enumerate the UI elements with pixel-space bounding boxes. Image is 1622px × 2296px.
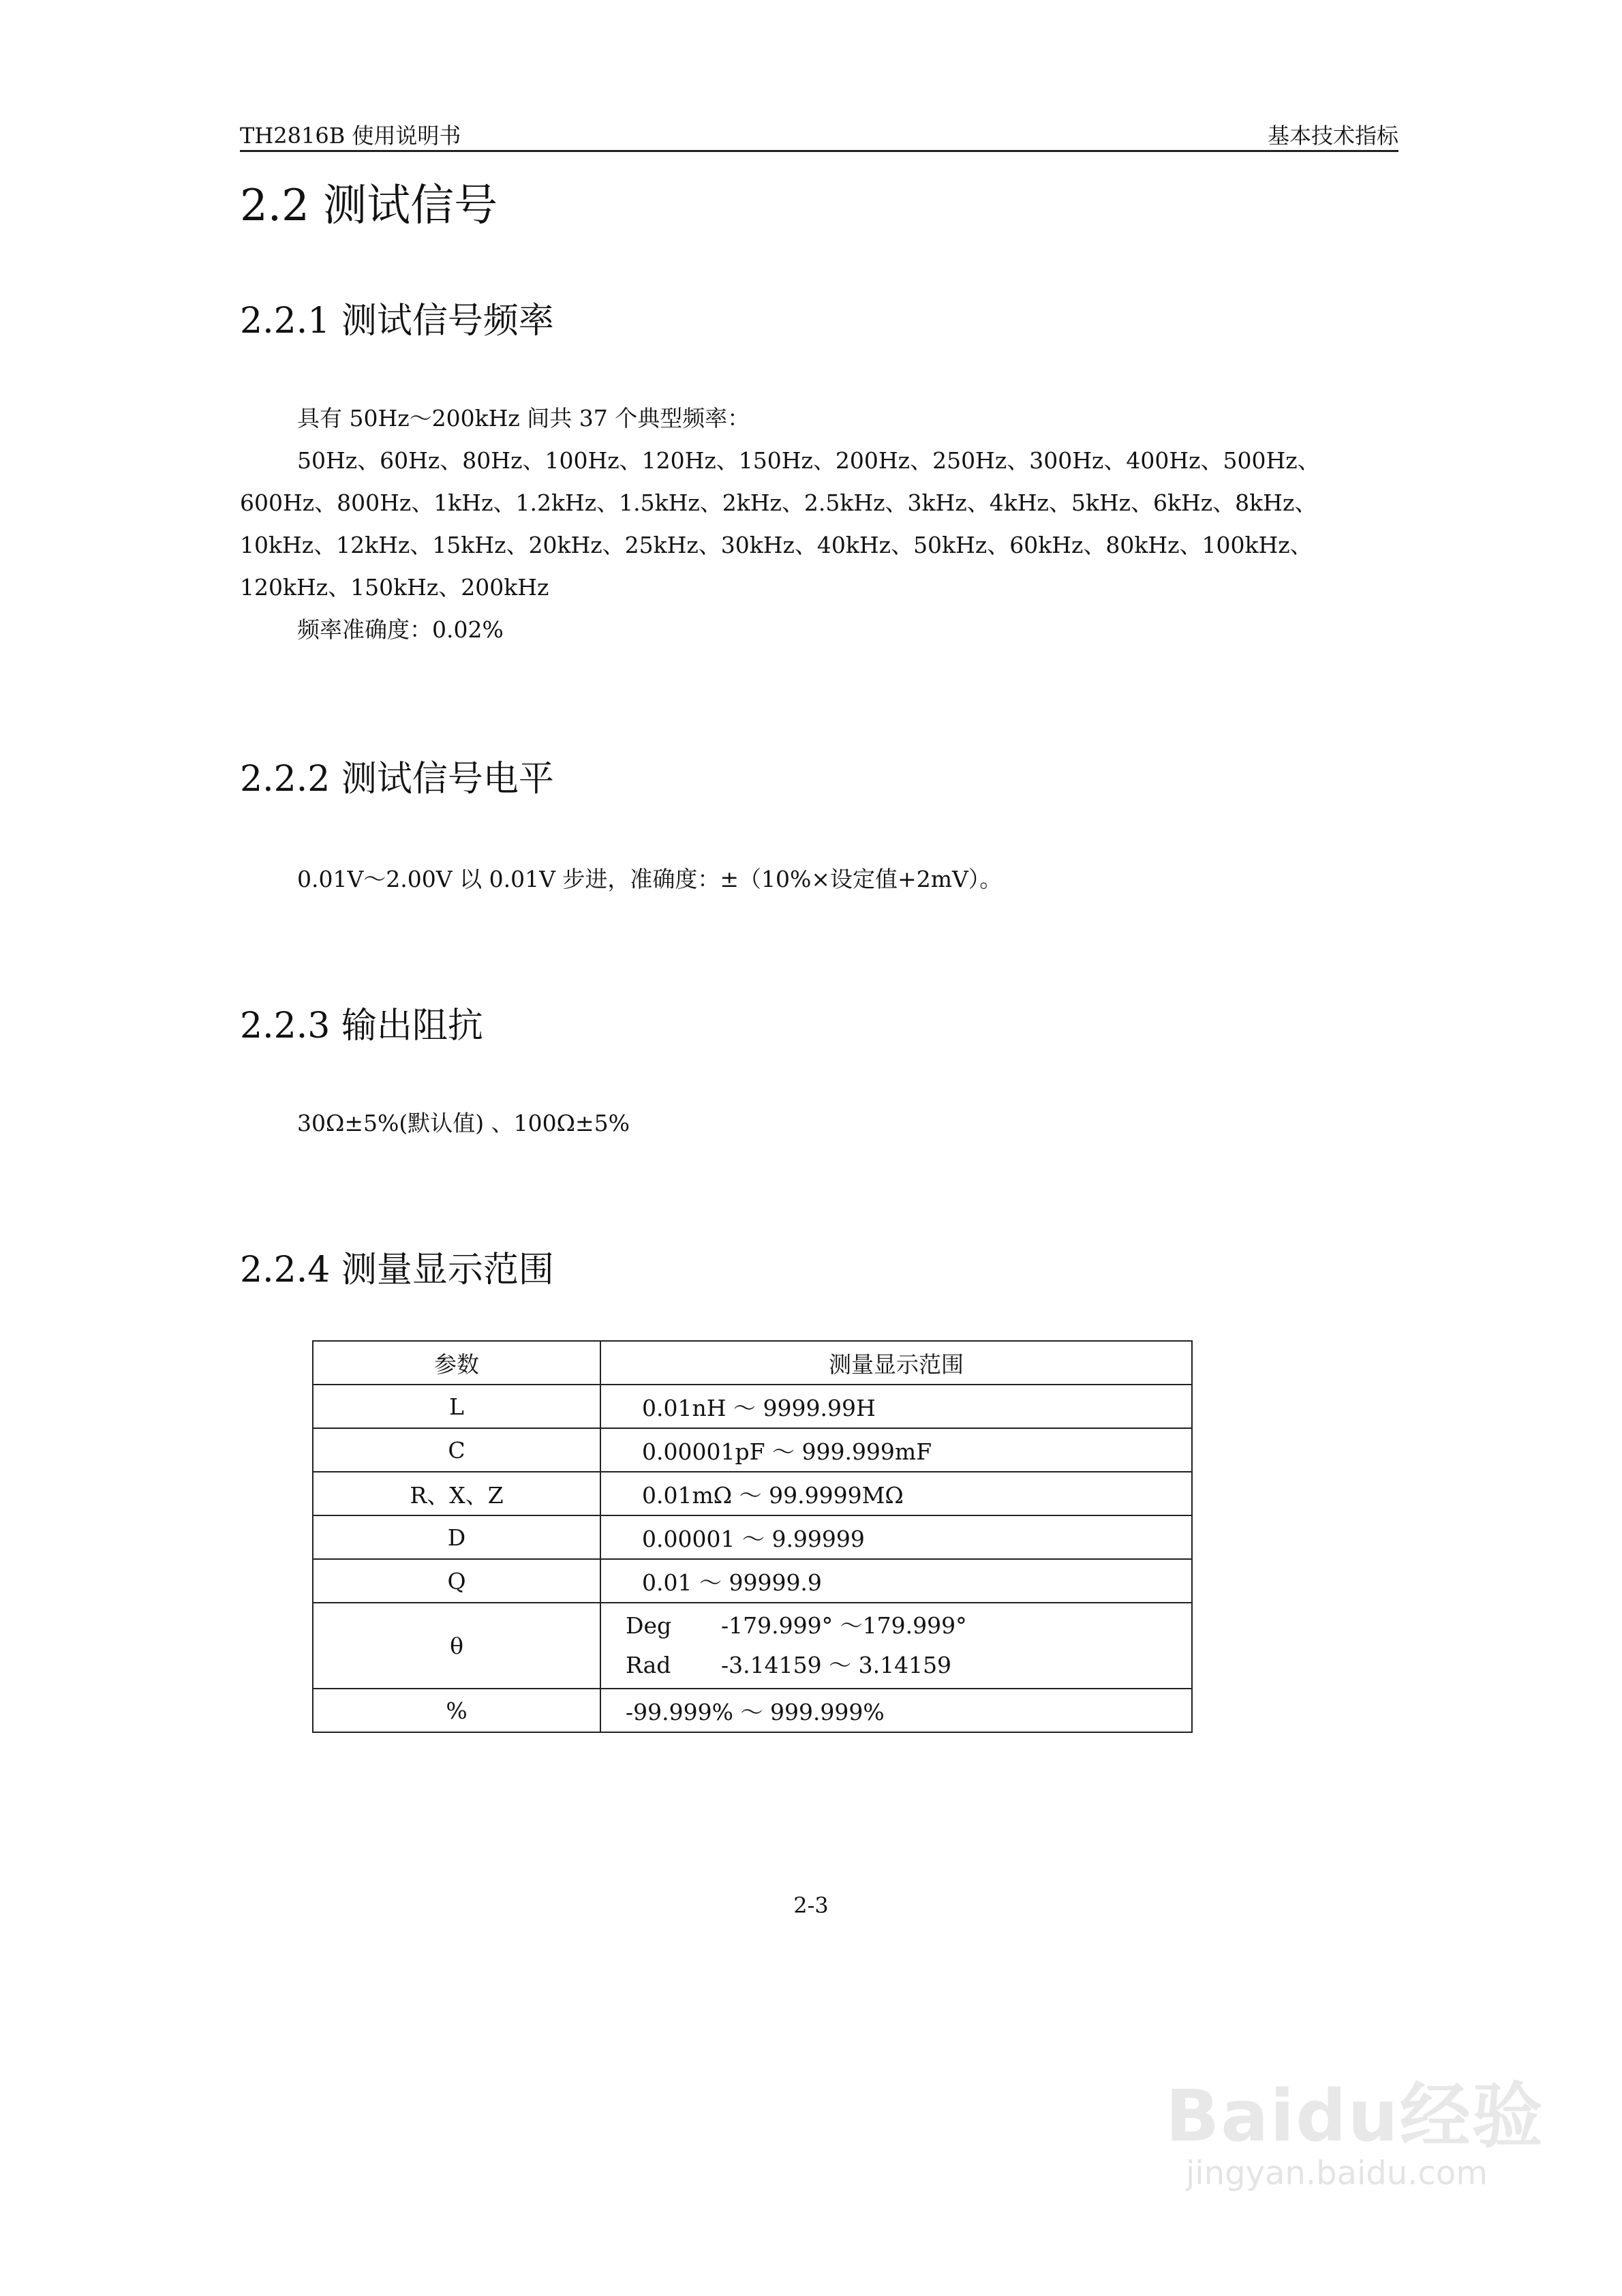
theta-deg-label: Deg: [626, 1612, 672, 1639]
header-manual-title: TH2816B 使用说明书: [240, 123, 461, 149]
param-cell: R、X、Z: [313, 1472, 600, 1515]
range-cell: 0.00001pF ～ 999.999mF: [600, 1428, 1192, 1472]
display-range-table: [312, 1340, 1193, 1733]
param-cell: θ: [313, 1603, 600, 1689]
theta-deg-range: -179.999° ～179.999°: [721, 1612, 967, 1639]
range-cell: 0.01nH ～ 9999.99H: [600, 1385, 1192, 1428]
watermark-url: jingyan.baidu.com: [1186, 2154, 1488, 2192]
theta-rad-line: [626, 1646, 1182, 1685]
table-header-row: [313, 1341, 1192, 1385]
table-row-theta: [313, 1603, 1192, 1689]
table-row: [313, 1559, 1192, 1603]
range-cell: 0.00001 ～ 9.99999: [600, 1515, 1192, 1559]
param-cell: %: [313, 1689, 600, 1732]
frequency-list-line4: 120kHz、150kHz、200kHz: [240, 574, 549, 601]
subsection-title-impedance: 2.2.3 输出阻抗: [240, 1006, 483, 1046]
subsection-title-frequency: 2.2.1 测试信号频率: [240, 301, 554, 342]
theta-rad-range: -3.14159 ～ 3.14159: [721, 1652, 952, 1678]
impedance-text: 30Ω±5%(默认值) 、100Ω±5%: [297, 1110, 630, 1136]
frequency-intro: 具有 50Hz～200kHz 间共 37 个典型频率：: [297, 405, 750, 432]
param-cell: Q: [313, 1559, 600, 1603]
table-row: [313, 1689, 1192, 1732]
param-cell: D: [313, 1515, 600, 1559]
param-cell: L: [313, 1385, 600, 1428]
subsection-title-level: 2.2.2 测试信号电平: [240, 759, 554, 800]
range-cell: -99.999% ～ 999.999%: [600, 1689, 1192, 1732]
range-cell: [600, 1603, 1192, 1689]
subsection-title-display-range: 2.2.4 测量显示范围: [240, 1250, 554, 1290]
baidu-watermark: [1145, 2031, 1554, 2209]
watermark-logo: Baidu经验: [1165, 2074, 1544, 2158]
header-chapter-title: 基本技术指标: [1267, 123, 1398, 149]
range-cell: 0.01 ～ 99999.9: [600, 1559, 1192, 1603]
theta-deg-line: [626, 1606, 1182, 1646]
theta-rad-label: Rad: [626, 1652, 671, 1678]
param-cell: C: [313, 1428, 600, 1472]
level-text: 0.01V～2.00V 以 0.01V 步进，准确度：±（10%×设定值+2mV）。: [297, 866, 1003, 892]
table-row: [313, 1385, 1192, 1428]
table-row: [313, 1428, 1192, 1472]
page-header: [240, 115, 1398, 152]
frequency-list-line2: 600Hz、800Hz、1kHz、1.2kHz、1.5kHz、2kHz、2.5kHz、3kHz、4kHz、5kHz、6kHz、8kHz、: [240, 489, 1317, 516]
table-row: [313, 1472, 1192, 1515]
frequency-list-line3: 10kHz、12kHz、15kHz、20kHz、25kHz、30kHz、40kHz、50kHz、60kHz、80kHz、100kHz、: [240, 532, 1313, 558]
frequency-list-line1: 50Hz、60Hz、80Hz、100Hz、120Hz、150Hz、200Hz、250Hz、300Hz、400Hz、500Hz、: [297, 447, 1320, 474]
page-number: 2-3: [793, 1892, 829, 1918]
column-header-param: 参数: [313, 1341, 600, 1385]
range-cell: 0.01mΩ ～ 99.9999MΩ: [600, 1472, 1192, 1515]
frequency-accuracy: 频率准确度：0.02%: [297, 616, 504, 643]
section-title: 2.2 测试信号: [240, 181, 498, 231]
table-row: [313, 1515, 1192, 1559]
column-header-range: 测量显示范围: [600, 1341, 1192, 1385]
